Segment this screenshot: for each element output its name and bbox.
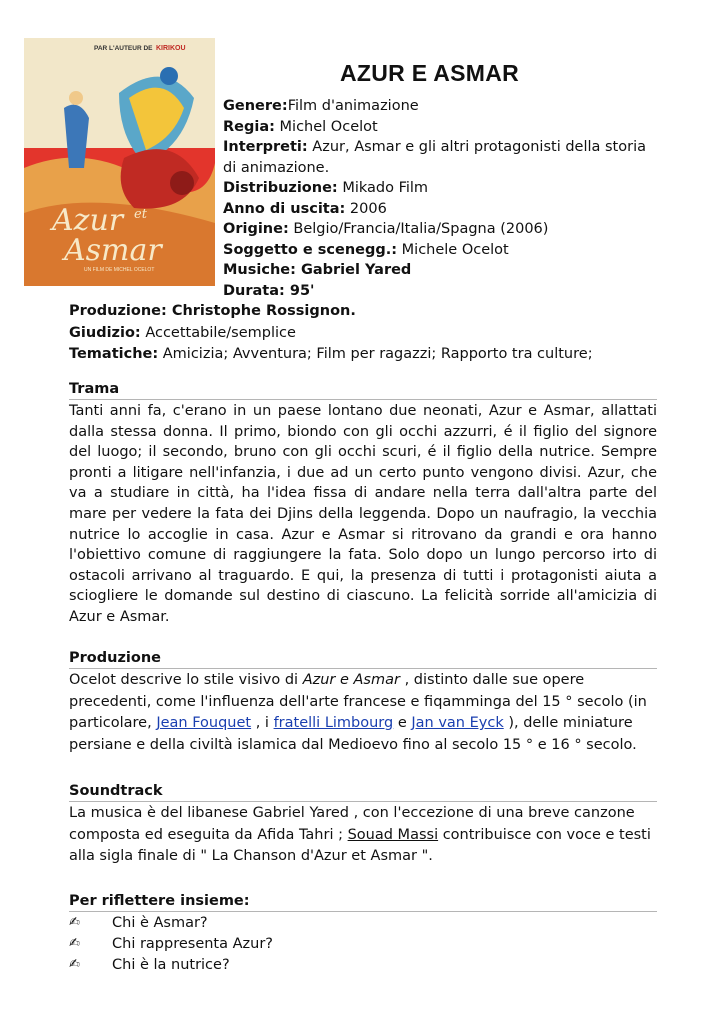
soundtrack-heading: Soundtrack	[69, 783, 657, 802]
soggetto-row	[223, 240, 663, 261]
tematiche-label: Tematiche:	[69, 346, 159, 362]
poster-title-et: et	[134, 207, 147, 222]
produzione-section	[69, 650, 657, 756]
musiche-text: Musiche: Gabriel Yared	[223, 262, 412, 278]
durata-row	[223, 281, 663, 302]
soggetto-value: Michele Ocelot	[397, 241, 509, 258]
link-jean-fouquet[interactable]: Jean Fouquet	[156, 715, 252, 731]
soundtrack-section	[69, 783, 657, 868]
soundtrack-part: La musica è del libanese Gabriel Yared , con l'eccezione di una breve canzone composta ed eseguita da Afida Tahri ;	[69, 805, 635, 843]
origine-row	[223, 219, 663, 240]
hand-pencil-icon: ✍	[69, 915, 80, 930]
page-title: AZUR E ASMAR	[340, 60, 520, 86]
trama-text: Tanti anni fa, c'erano in un paese lontano due neonati, Azur e Asmar, allattati dalla stessa donna. Il primo, biondo con gli occhi azzurri, é il figlio del signore del luogo; il secondo, bruno con gli occhi scuri, é il figlio della nutrice. Sempre pronti a litigare nell'infanzia, i due ad un certo punto vengono divisi. Azur, che va a studiare in città, ha l'idea fissa di andare nella terra dall'altra parte del mare per vedere la fata dei Djins della leggenda. Dopo un naufragio, la vecchia nutrice lo accoglie in casa. Azur e Asmar si ritrovano da grandi e ora hanno l'obiettivo comune di raggiungere la fata. Solo dopo un lungo percorso irto di ostacoli arrivano al traguardo. E qui, la presenza di tutti i protagonisti aiuta a sciogliere le domande sul destino di ciascuno. La felicità sorride all'amicizia di Azur e Asmar.	[69, 403, 657, 625]
poster-title-asmar: Asmar	[64, 233, 162, 268]
interpreti-row	[223, 137, 663, 178]
produzione-part: , i	[251, 715, 274, 731]
origine-value: Belgio/Francia/Italia/Spagna (2006)	[288, 221, 549, 237]
question-text: Chi rappresenta Azur?	[112, 936, 273, 952]
list-item	[69, 913, 657, 934]
interpreti-value: Azur, Asmar e gli altri protagonisti della storia	[307, 139, 646, 155]
produzione-part: ), delle miniature persiane e della civiltà islamica dal Medioevo fino al secolo 15 ° e 16 ° secolo.	[69, 715, 637, 753]
poster-top-brand: KIRIKOU	[156, 45, 186, 52]
giudizio-value: Accettabile/semplice	[140, 324, 296, 341]
poster-director: UN FILM DE MICHEL OCELOT	[84, 267, 155, 273]
interpreti-label: Interpreti:	[223, 139, 308, 155]
soundtrack-text	[69, 803, 657, 868]
film-title-italic: Azur e Asmar	[302, 672, 400, 688]
durata-text: Durata: 95'	[223, 282, 315, 299]
poster-top-text: PAR L'AUTEUR DE	[94, 45, 153, 52]
film-meta	[69, 301, 669, 366]
poster-artwork	[24, 38, 215, 286]
trama-section	[69, 381, 657, 628]
list-item	[69, 934, 657, 955]
distribuzione-row	[223, 178, 663, 199]
link-jan-van-eyck[interactable]: Jan van Eyck	[411, 715, 504, 731]
origine-label: Origine:	[223, 221, 289, 237]
soggetto-label: Soggetto e scenegg.:	[223, 241, 398, 258]
produzione-text: Produzione: Christophe Rossignon.	[69, 303, 356, 319]
soundtrack-part: contribuisce con voce e testi alla sigla finale di " La Chanson d'Azur et Asmar ".	[69, 826, 651, 864]
riflettere-section	[69, 893, 657, 976]
question-list	[69, 913, 657, 976]
produzione-part: , distinto dalle sue opere precedenti, come l'influenza dell'arte francese e fiqamminga del 15 ° secolo (in particolare,	[69, 672, 647, 731]
genere-value: Film d'animazione	[287, 98, 419, 114]
produzione-text	[69, 670, 657, 756]
produzione-part: e	[393, 715, 412, 731]
genere-row	[223, 96, 663, 117]
produzione-row	[69, 301, 669, 323]
distribuzione-value: Mikado Film	[337, 180, 429, 196]
produzione-heading: Produzione	[69, 650, 657, 669]
poster-title-azur: Azur	[52, 203, 124, 238]
anno-label: Anno di uscita:	[223, 200, 346, 217]
distribuzione-label: Distribuzione:	[223, 180, 338, 196]
regia-label: Regia:	[223, 118, 275, 135]
giudizio-label: Giudizio:	[69, 324, 141, 341]
produzione-part: Ocelot descrive lo stile visivo di	[69, 672, 303, 688]
genere-label: Genere:	[223, 98, 288, 114]
interpreti-value-cont: di animazione.	[223, 159, 330, 176]
list-item	[69, 955, 657, 976]
film-poster	[24, 38, 215, 286]
tematiche-value: Amicizia; Avventura; Film per ragazzi; Rapporto tra culture;	[158, 346, 593, 362]
tematiche-row	[69, 344, 669, 366]
link-fratelli-limbourg[interactable]: fratelli Limbourg	[273, 715, 394, 731]
question-text: Chi è la nutrice?	[112, 957, 230, 973]
hand-pencil-icon: ✍	[69, 957, 80, 972]
riflettere-heading: Per riflettere insieme:	[69, 893, 657, 912]
regia-value: Michel Ocelot	[274, 118, 378, 135]
anno-row	[223, 199, 663, 220]
film-info	[223, 96, 663, 301]
question-text: Chi è Asmar?	[112, 915, 208, 931]
souad-massi-link[interactable]: Souad Massi	[347, 826, 439, 843]
musiche-row	[223, 260, 663, 281]
giudizio-row	[69, 323, 669, 345]
hand-pencil-icon: ✍	[69, 936, 80, 951]
regia-row	[223, 117, 663, 138]
anno-value: 2006	[345, 200, 387, 217]
trama-heading: Trama	[69, 381, 657, 400]
